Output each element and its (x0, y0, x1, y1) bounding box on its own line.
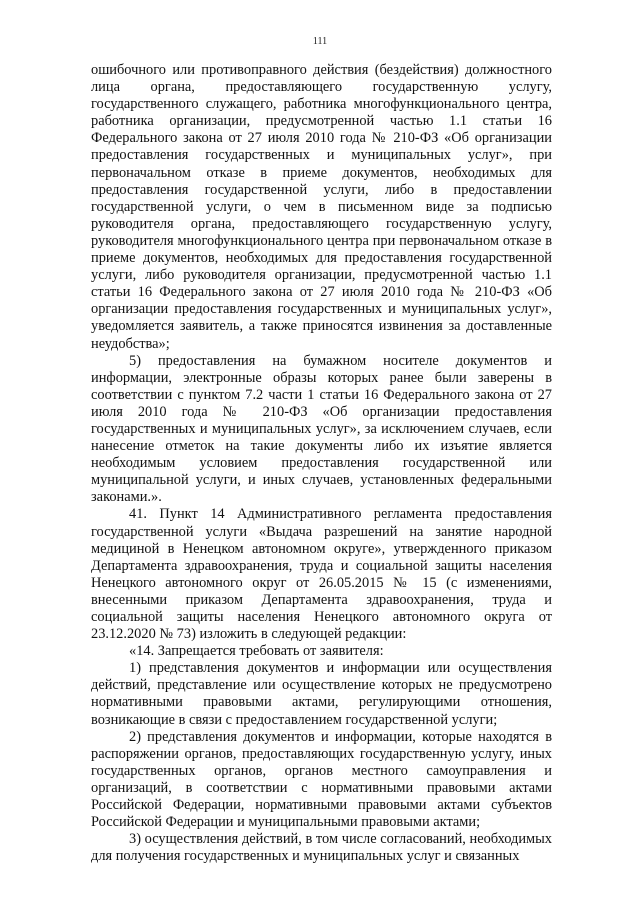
paragraph-item-5: 5) предоставления на бумажном носителе документов и информации, электронные образы которых ранее были заверены в соответствии с пунктом 7.2 части 1 статьи 16 Федерального закона от 27 июля 2010 года № 210-ФЗ «Об организации предоставления государственных и муниципальных услуг», за исключением случаев, если нанесение отметок на такие документы либо их изъятие является необходимым условием предоставления государственной или муниципальной услуги, и иных случаев, установленных федеральными законами.». (91, 352, 552, 506)
paragraph-clause-14: «14. Запрещается требовать от заявителя: (129, 643, 384, 660)
paragraph-clause-41: 41. Пункт 14 Административного регламента предоставления государственной услуги «Выдача разрешений на занятие народной медициной в Ненецком автономном округе», утвержденного приказом Департамента здравоохранения, труда и социальной защиты населения Ненецкого автономного округ от 26.05.2015 № 15 (с изменениями, внесенными приказом Департамента здравоохранения, труда и социальной защиты населения Ненецкого автономного округа от 23.12.2020 № 73) изложить в следующей редакции: (91, 506, 552, 643)
document-body (91, 62, 552, 865)
paragraph-item-1: 1) представления документов и информации или осуществления действий, представление или осуществление которых не предусмотрено нормативными правовыми актами, регулирующими отношения, возникающие в связи с предоставлением государственной услуги; (91, 660, 552, 728)
paragraph-item-3: 3) осуществления действий, в том числе согласований, необходимых для получения государственных и муниципальных услуг и связанных (91, 831, 552, 865)
paragraph-item-2: 2) представления документов и информации, которые находятся в распоряжении органов, предоставляющих государственную услугу, иных государственных органов, органов местного самоуправления и организаций, в соответствии с нормативными правовыми актами Российской Федерации, нормативными правовыми актами субъектов Российской Федерации и муниципальными правовыми актами; (91, 728, 552, 831)
paragraph-continuation: ошибочного или противоправного действия (бездействия) должностного лица органа, предоставляющего государственную услугу, государственного служащего, работника многофункционального центра, работника организации, предусмотренной частью 1.1 статьи 16 Федерального закона от 27 июля 2010 года № 210-ФЗ «Об организации предоставления государственных и муниципальных услуг», при первоначальном отказе в приеме документов, необходимых для предоставления государственной услуги, либо в предоставлении государственной услуги, о чем в письменном виде за подписью руководителя органа, предоставляющего государственную услугу, руководителя многофункционального центра при первоначальном отказе в приеме документов, необходимых для предоставления государственной услуги, либо руководителя организации, предусмотренной частью 1.1 статьи 16 Федерального закона от 27 июля 2010 года № 210-ФЗ «Об организации предоставления государственных и муниципальных услуг», уведомляется заявитель, а также приносятся извинения за доставленные неудобства»; (91, 62, 552, 352)
page-number: 111 (312, 36, 328, 47)
